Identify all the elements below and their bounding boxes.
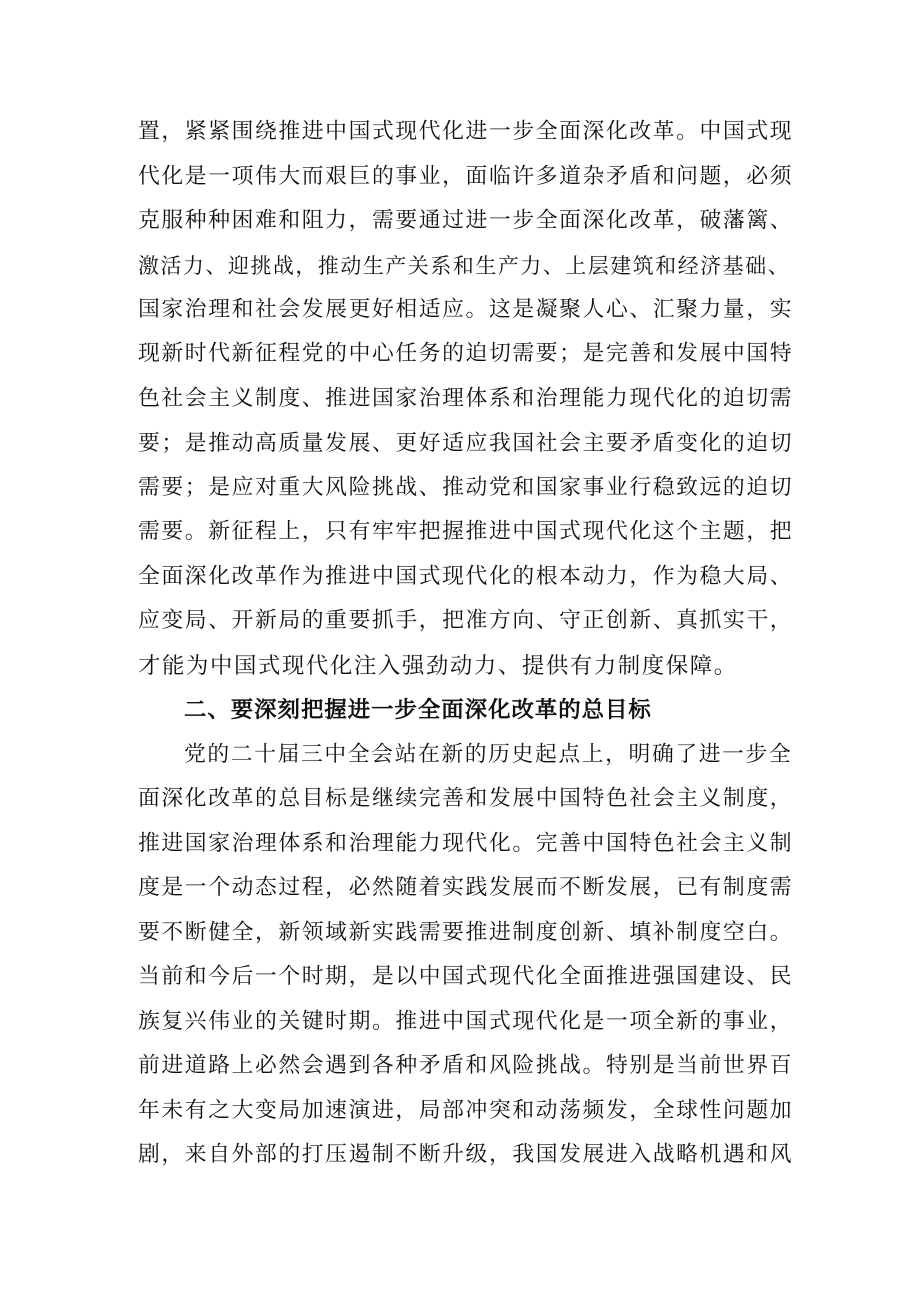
paragraph-2-line: 族复兴伟业的关键时期。推进中国式现代化是一项全新的事业，	[138, 1009, 794, 1034]
paragraph-2-line: 当前和今后一个时期，是以中国式现代化全面推进强国建设、民	[138, 964, 794, 989]
paragraph-1-line: 置，紧紧围绕推进中国式现代化进一步全面深化改革。中国式现	[138, 119, 794, 144]
paragraph-2-line: 年未有之大变局加速演进，局部冲突和动荡频发，全球性问题加	[138, 1098, 794, 1123]
paragraph-1-line: 应变局、开新局的重要抓手，把准方向、守正创新、真抓实干，	[138, 608, 794, 633]
paragraph-2-line: 度是一个动态过程，必然随着实践发展而不断发展，已有制度需	[138, 875, 794, 900]
paragraph-1-line: 才能为中国式现代化注入强劲动力、提供有力制度保障。	[138, 653, 738, 679]
paragraph-2-line: 推进国家治理体系和治理能力现代化。完善中国特色社会主义制	[138, 831, 794, 856]
paragraph-2-line: 党的二十届三中全会站在新的历史起点上，明确了进一步全	[184, 742, 793, 767]
paragraph-2-line: 前进道路上必然会遇到各种矛盾和风险挑战。特别是当前世界百	[138, 1053, 794, 1078]
paragraph-1-line: 全面深化改革作为推进中国式现代化的根本动力，作为稳大局、	[138, 564, 794, 589]
paragraph-1-line: 需要。新征程上，只有牢牢把握推进中国式现代化这个主题，把	[138, 519, 794, 544]
paragraph-2-line: 剧，来自外部的打压遏制不断升级，我国发展进入战略机遇和风	[138, 1142, 794, 1167]
section-heading: 二、要深刻把握进一步全面深化改革的总目标	[184, 697, 652, 723]
paragraph-1-line: 克服种种困难和阻力，需要通过进一步全面深化改革，破藩篱、	[138, 208, 794, 233]
paragraph-1-line: 代化是一项伟大而艰巨的事业，面临许多道杂矛盾和问题，必须	[138, 164, 794, 189]
paragraph-2-line: 面深化改革的总目标是继续完善和发展中国特色社会主义制度，	[138, 786, 794, 811]
paragraph-1-line: 要；是推动高质量发展、更好适应我国社会主要矛盾变化的迫切	[138, 431, 794, 456]
paragraph-1-line: 激活力、迎挑战，推动生产关系和生产力、上层建筑和经济基础、	[138, 254, 791, 278]
paragraph-2-line: 要不断健全，新领域新实践需要推进制度创新、填补制度空白。	[138, 920, 794, 945]
paragraph-1-line: 需要；是应对重大风险挑战、推动党和国家事业行稳致远的迫切	[138, 475, 794, 500]
paragraph-1-line: 色社会主义制度、推进国家治理体系和治理能力现代化的迫切需	[138, 386, 794, 411]
paragraph-1-line: 现新时代新征程党的中心任务的迫切需要；是完善和发展中国特	[138, 341, 794, 366]
paragraph-1-line: 国家治理和社会发展更好相适应。这是凝聚人心、汇聚力量，实	[138, 297, 794, 322]
